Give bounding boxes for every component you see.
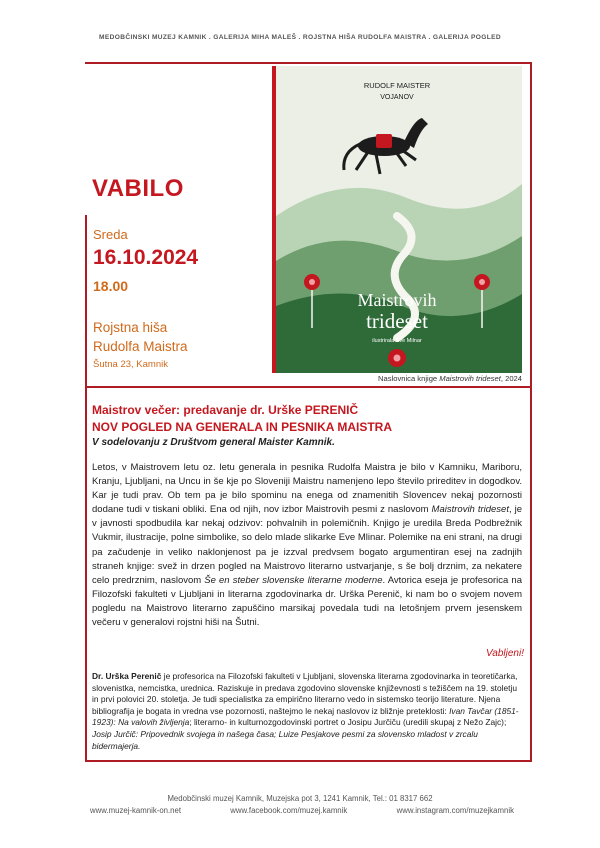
institutions-header: MEDOBČINSKI MUZEJ KAMNIK . GALERIJA MIHA MALEŠ . ROJSTNA HIŠA RUDOLFA MAISTRA . GALERIJA POGLED: [99, 34, 501, 41]
main-text-part3: . Avtorica eseja je profesorica na Filozofski fakulteti v Ljubljani in literarna zgodovinarka dr. Urška Perenič, ki nam bo o svojem novem pogledu na Maistrovo literarno zapuščino marsikaj povedala tudi na letošnjem prvem jesenskem večeru v generalovi rojstni hiši na Šutni.: [92, 574, 522, 629]
cover-illustrator: ilustrirala Eve Milnar: [372, 338, 422, 344]
lecture-subtitle: NOV POGLED NA GENERALA IN PESNIKA MAISTRA: [92, 420, 393, 434]
cover-author-nick: VOJANOV: [380, 94, 414, 101]
footer-links: [90, 806, 514, 815]
frame-line-left: [85, 215, 87, 386]
footer-instagram-link[interactable]: www.instagram.com/muzejkamnik: [396, 806, 514, 815]
frame-line-middle: [85, 386, 532, 388]
footer-facebook-link[interactable]: www.facebook.com/muzej.kamnik: [230, 806, 348, 815]
bio-paragraph: [92, 671, 524, 752]
event-day: Sreda: [93, 227, 128, 242]
main-text-book-title: Maistrovih trideset: [431, 504, 509, 516]
footer-website-link[interactable]: www.muzej-kamnik-on.net: [90, 806, 181, 815]
main-text-part2: , je v javnosti spodbudila kar nekaj odzivov: pohvalnih in polemičnih. Knjigo je uredila Breda Podbrežnik Vukmir, ilustracije, polne simbolike, so delo mlade slikarke Eve Mlinar. Polemike na eni strani, na drugi pa začudenje in veliko naklonjenost pa je izzval predvsem bogato argumentiran esej na zadnjih straneh knjige: svež in drzen pogled na Maistrovo literarno ustvarjanje, s še bolj drznim, za nekatere celo predrznim, naslovom: [92, 504, 522, 586]
caption-prefix: Naslovnica knjige: [378, 374, 440, 383]
book-caption: [0, 374, 522, 383]
red-flower-bottom-icon: [388, 349, 406, 367]
cover-spine: [272, 66, 276, 373]
frame-line-left-lower: [85, 386, 87, 762]
main-text-part1: Letos, v Maistrovem letu oz. letu generala in pesnika Rudolfa Maistra je bilo v Kamniku, Mariboru, Kranju, Ljubljani, na Uncu in še kje po Sloveniji Maistru namenjeno lepo število prireditev in dogodkov. Kar je tudi prav. Ob tem pa je bilo spominu na enega od znamenitih Slovencev nekaj pozornosti dodane tudi v tiskani obliki. Ena od njih, nov izbor Maistrovih pesmi z naslovom: [92, 462, 522, 516]
bio-text-part2: ; literarno- in kulturnozgodovinski portret o Josipu Jurčiču (uredili skupaj z Nežo Zajc);: [189, 717, 507, 728]
event-date: 16.10.2024: [93, 246, 199, 269]
cover-title-line2: trideset: [366, 309, 428, 333]
footer-address: Medobčinski muzej Kamnik, Muzejska pot 3, 1241 Kamnik, Tel.: 01 8317 662: [167, 794, 433, 803]
main-text-essay-title: Še en steber slovenske literarne moderne: [204, 574, 383, 586]
cover-author: RUDOLF MAISTER: [363, 81, 431, 90]
bio-text-part1: je profesorica na Filozofski fakulteti v Ljubljani, slovenska literarna zgodovinarka in teoretičarka, slovenistka, nemcistka, urednica. Raziskuje in predava zgodovino slovenske književnosti s težiščem na 19. stoletju in prvi polovici 20. stoletja. Je tudi specialistka za empirično literarno vedo in sistemsko teorijo literature. Njena bibliografija je bogata in vredna vse pozornosti, naštejmo le nekaj naslovov iz bližnje preteklosti:: [92, 671, 518, 716]
venue-address: Šutna 23, Kamnik: [93, 359, 168, 370]
venue-name-line2: Rudolfa Maistra: [93, 339, 188, 354]
frame-line-top: [85, 62, 532, 64]
frame-line-right: [530, 62, 532, 386]
bio-name: Dr. Urška Perenič: [92, 671, 162, 681]
caption-book-title: Maistrovih trideset: [439, 374, 501, 383]
lecture-title: Maistrov večer: predavanje dr. Urške PERENIČ: [92, 403, 359, 417]
book-cover-image: [272, 66, 522, 373]
caption-suffix: , 2024: [500, 374, 522, 383]
bio-work-1: Ivan Tavčar (1851-1923): Na valovih življenja: [92, 705, 519, 728]
invite-title: VABILO: [92, 175, 184, 202]
welcome-text: Vabljeni!: [486, 648, 524, 659]
bio-work-2: Josip Jurčič: Pripovednik svojega in našega časa; Luize Pesjakove pesmi za slovensko mladost v zrcalu bidermajerja.: [92, 728, 478, 751]
cover-title-line1: Maistrovih: [357, 290, 437, 310]
frame-line-bottom: [85, 760, 532, 762]
main-paragraph: [92, 461, 522, 630]
lecture-cooperation: V sodelovanju z Društvom general Maister Kamnik.: [92, 437, 335, 448]
event-time: 18.00: [93, 278, 129, 294]
venue-name-line1: Rojstna hiša: [93, 320, 168, 335]
frame-line-right-lower: [530, 386, 532, 762]
